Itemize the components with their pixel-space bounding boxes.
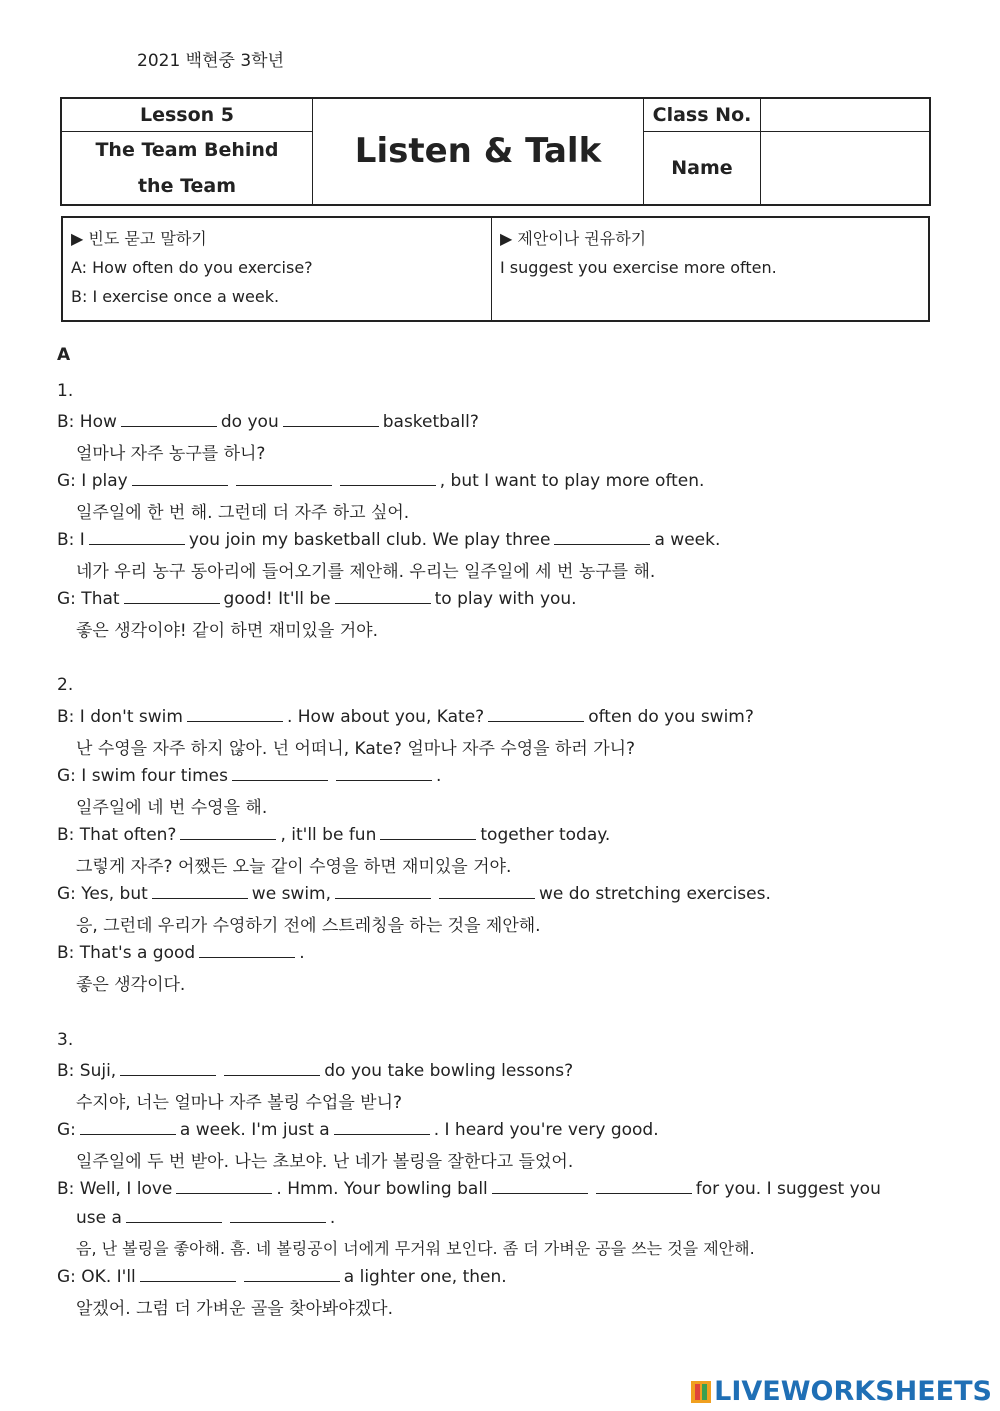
answer-blank[interactable] xyxy=(335,587,431,604)
answer-blank[interactable] xyxy=(140,1265,236,1282)
dialogue-2-line-1: B: I don't swim . How about you, Kate? often do you swim? xyxy=(57,707,754,727)
class-no-field[interactable] xyxy=(761,98,931,131)
dialogue-3-line-1: B: Suji, do you take bowling lessons? xyxy=(57,1061,574,1081)
answer-blank[interactable] xyxy=(120,1059,216,1076)
title-table xyxy=(60,97,931,206)
dialogue-3-korean-1: 수지야, 너는 얼마나 자주 볼링 수업을 받니? xyxy=(76,1093,403,1113)
answer-blank[interactable] xyxy=(230,1206,326,1223)
answer-blank[interactable] xyxy=(124,587,220,604)
frequency-heading: ▶ 빈도 묻고 말하기 xyxy=(71,229,207,248)
dialogue-1-korean-3: 네가 우리 농구 동아리에 들어오기를 제안해. 우리는 일주일에 세 번 농구를 해. xyxy=(76,562,656,582)
name-field[interactable] xyxy=(761,131,931,205)
dialogue-1-korean-2: 일주일에 한 번 해. 그런데 더 자주 하고 싶어. xyxy=(76,503,410,523)
dialogue-3-korean-4: 알겠어. 그럼 더 가벼운 골을 찾아봐야겠다. xyxy=(76,1299,394,1319)
dialogue-1-number: 1. xyxy=(57,381,74,401)
dialogue-3-korean-3: 음, 난 볼링을 좋아해. 흠. 네 볼링공이 너에게 무거워 보인다. 좀 더 가벼운 공을 쓰는 것을 제안해. xyxy=(76,1239,755,1258)
lesson-number: Lesson 5 xyxy=(61,98,313,131)
dialogue-3-line-3: B: Well, I love . Hmm. Your bowling ball for you. I suggest you xyxy=(57,1179,881,1199)
dialogue-3-number: 3. xyxy=(57,1030,74,1050)
dialogue-3-line-3-cont: use a . xyxy=(76,1208,336,1228)
answer-blank[interactable] xyxy=(80,1118,176,1135)
answer-blank[interactable] xyxy=(244,1265,340,1282)
dialogue-2-line-3: B: That often? , it'll be fun together today. xyxy=(57,825,611,845)
answer-blank[interactable] xyxy=(180,823,276,840)
dialogue-2-line-4: G: Yes, but we swim, we do stretching exercises. xyxy=(57,884,771,904)
answer-blank[interactable] xyxy=(596,1177,692,1194)
dialogue-1-line-3: B: I you join my basketball club. We play three a week. xyxy=(57,530,721,550)
dialogue-2-korean-4: 응, 그런데 우리가 수영하기 전에 스트레칭을 하는 것을 제안해. xyxy=(76,916,541,936)
dialogue-3-line-4: G: OK. I'll a lighter one, then. xyxy=(57,1267,507,1287)
dialogue-1-line-1: B: How do you basketball? xyxy=(57,412,479,432)
worksheet-title: Listen & Talk xyxy=(313,98,644,205)
lesson-title-line1: The Team Behind xyxy=(95,138,279,161)
frequency-example-a: A: How often do you exercise? xyxy=(71,258,313,277)
class-no-label: Class No. xyxy=(644,98,761,131)
answer-blank[interactable] xyxy=(380,823,476,840)
dialogue-2-line-2: G: I swim four times . xyxy=(57,766,442,786)
answer-blank[interactable] xyxy=(340,469,436,486)
answer-blank[interactable] xyxy=(187,705,283,722)
lesson-title xyxy=(61,131,313,205)
dialogue-1-line-4: G: That good! It'll be to play with you. xyxy=(57,589,577,609)
dialogue-2-number: 2. xyxy=(57,675,74,695)
key-expressions-box xyxy=(61,216,930,322)
dialogue-1-korean-1: 얼마나 자주 농구를 하니? xyxy=(76,444,266,464)
answer-blank[interactable] xyxy=(336,764,432,781)
school-year-header: 2021 백현중 3학년 xyxy=(137,51,284,71)
dialogue-1-line-2: G: I play , but I want to play more often. xyxy=(57,471,705,491)
frequency-expression-cell xyxy=(62,217,492,321)
answer-blank[interactable] xyxy=(492,1177,588,1194)
suggestion-expression-cell xyxy=(492,217,930,321)
answer-blank[interactable] xyxy=(232,764,328,781)
dialogue-2-line-5: B: That's a good . xyxy=(57,943,305,963)
liveworksheets-icon xyxy=(691,1381,711,1403)
dialogue-2-korean-5: 좋은 생각이다. xyxy=(76,975,186,995)
liveworksheets-logo-text: LIVEWORKSHEETS xyxy=(714,1376,992,1407)
answer-blank[interactable] xyxy=(335,882,431,899)
frequency-example-b: B: I exercise once a week. xyxy=(71,287,280,306)
liveworksheets-logo xyxy=(691,1376,992,1407)
answer-blank[interactable] xyxy=(488,705,584,722)
dialogue-2-korean-1: 난 수영을 자주 하지 않아. 넌 어떠니, Kate? 얼마나 자주 수영을 하러 가니? xyxy=(76,739,636,759)
answer-blank[interactable] xyxy=(89,528,185,545)
answer-blank[interactable] xyxy=(126,1206,222,1223)
section-label: A xyxy=(57,345,71,365)
answer-blank[interactable] xyxy=(176,1177,272,1194)
answer-blank[interactable] xyxy=(132,469,228,486)
answer-blank[interactable] xyxy=(554,528,650,545)
answer-blank[interactable] xyxy=(152,882,248,899)
answer-blank[interactable] xyxy=(224,1059,320,1076)
dialogue-3-line-2: G: a week. I'm just a . I heard you're very good. xyxy=(57,1120,659,1140)
dialogue-2-korean-3: 그렇게 자주? 어쨌든 오늘 같이 수영을 하면 재미있을 거야. xyxy=(76,857,512,877)
answer-blank[interactable] xyxy=(439,882,535,899)
answer-blank[interactable] xyxy=(121,410,217,427)
dialogue-3-korean-2: 일주일에 두 번 받아. 나는 초보야. 난 네가 볼링을 잘한다고 들었어. xyxy=(76,1152,574,1172)
suggestion-heading: ▶ 제안이나 권유하기 xyxy=(500,229,647,248)
answer-blank[interactable] xyxy=(283,410,379,427)
suggestion-example: I suggest you exercise more often. xyxy=(500,258,777,277)
answer-blank[interactable] xyxy=(334,1118,430,1135)
lesson-title-line2: the Team xyxy=(137,174,237,197)
dialogue-1-korean-4: 좋은 생각이야! 같이 하면 재미있을 거야. xyxy=(76,621,378,641)
answer-blank[interactable] xyxy=(199,941,295,958)
name-label: Name xyxy=(644,131,761,205)
answer-blank[interactable] xyxy=(236,469,332,486)
dialogue-2-korean-2: 일주일에 네 번 수영을 해. xyxy=(76,798,268,818)
